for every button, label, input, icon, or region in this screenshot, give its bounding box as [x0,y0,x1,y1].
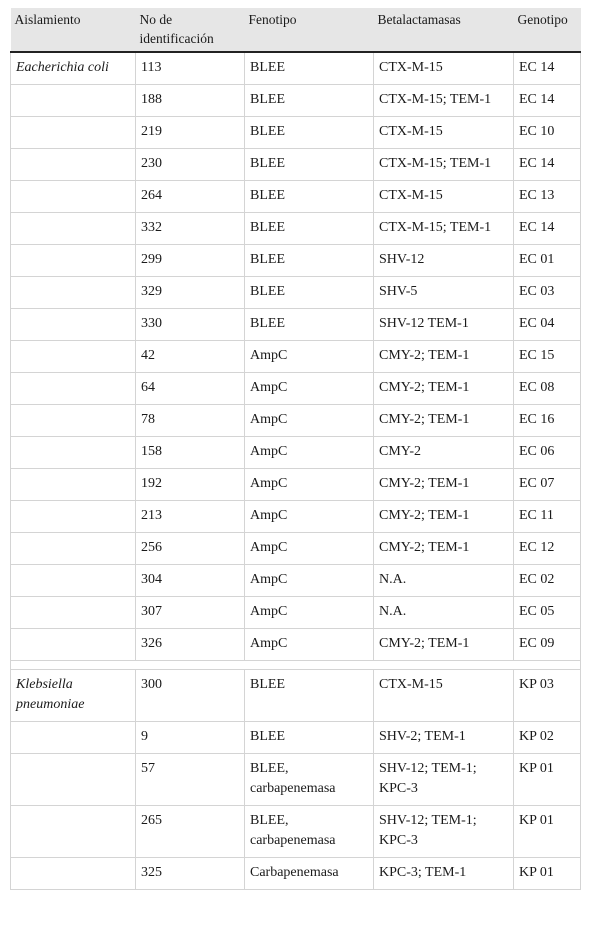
spacer-cell [136,661,245,670]
cell-phenotype: AmpC [245,597,374,629]
cell-betalactamases: CMY-2; TEM-1 [374,501,514,533]
cell-genotype: EC 06 [514,437,581,469]
cell-phenotype: BLEE [245,117,374,149]
cell-phenotype: BLEE [245,85,374,117]
cell-organism [11,341,136,373]
table-row [11,341,581,373]
cell-id: 42 [136,341,245,373]
cell-organism [11,181,136,213]
cell-betalactamases: SHV-5 [374,277,514,309]
cell-betalactamases: CMY-2; TEM-1 [374,469,514,501]
table-row [11,245,581,277]
spacer-cell [11,661,136,670]
table-row [11,501,581,533]
cell-organism [11,565,136,597]
table-row [11,181,581,213]
cell-phenotype: BLEE [245,149,374,181]
cell-id: 213 [136,501,245,533]
cell-betalactamases: CTX-M-15 [374,670,514,722]
cell-phenotype: BLEE, carbapenemasa [245,806,374,858]
table-container [10,8,580,890]
cell-id: 57 [136,754,245,806]
table-row [11,722,581,754]
cell-genotype: EC 14 [514,213,581,245]
cell-organism [11,469,136,501]
cell-phenotype: AmpC [245,565,374,597]
cell-betalactamases: CMY-2; TEM-1 [374,629,514,661]
cell-phenotype: AmpC [245,629,374,661]
cell-organism [11,213,136,245]
cell-phenotype: BLEE [245,213,374,245]
cell-id: 188 [136,85,245,117]
cell-genotype: EC 01 [514,245,581,277]
cell-id: 192 [136,469,245,501]
spacer-cell [374,661,514,670]
spacer-cell [514,661,581,670]
cell-organism [11,858,136,890]
cell-genotype: EC 09 [514,629,581,661]
isolates-table [10,8,581,890]
spacer-cell [245,661,374,670]
table-row [11,469,581,501]
table-row [11,597,581,629]
cell-organism [11,722,136,754]
table-row [11,533,581,565]
cell-organism [11,754,136,806]
table-body [11,52,581,890]
header-betalactamasas: Betalactamasas [374,8,514,52]
table-header-row [11,8,581,52]
cell-genotype: EC 07 [514,469,581,501]
table-row [11,754,581,806]
cell-genotype: EC 11 [514,501,581,533]
cell-phenotype: BLEE [245,309,374,341]
cell-organism: Eacherichia coli [11,52,136,85]
cell-id: 300 [136,670,245,722]
table-row [11,309,581,341]
table-row [11,670,581,722]
table-row [11,405,581,437]
cell-betalactamases: CMY-2; TEM-1 [374,405,514,437]
cell-betalactamases: N.A. [374,565,514,597]
cell-organism [11,597,136,629]
cell-genotype: KP 03 [514,670,581,722]
table-row [11,117,581,149]
cell-organism: Klebsiella pneumoniae [11,670,136,722]
cell-phenotype: BLEE [245,181,374,213]
cell-id: 158 [136,437,245,469]
cell-genotype: EC 16 [514,405,581,437]
cell-organism [11,373,136,405]
table-row [11,437,581,469]
cell-betalactamases: CTX-M-15 [374,181,514,213]
cell-betalactamases: CTX-M-15; TEM-1 [374,85,514,117]
table-row [11,629,581,661]
cell-id: 307 [136,597,245,629]
cell-id: 332 [136,213,245,245]
header-fenotipo: Fenotipo [245,8,374,52]
cell-phenotype: Carbapenemasa [245,858,374,890]
table-row [11,277,581,309]
cell-betalactamases: SHV-12; TEM-1; KPC-3 [374,806,514,858]
table-row [11,149,581,181]
cell-organism [11,533,136,565]
cell-organism [11,806,136,858]
cell-organism [11,501,136,533]
table-row [11,373,581,405]
cell-genotype: KP 01 [514,806,581,858]
cell-id: 64 [136,373,245,405]
cell-genotype: EC 03 [514,277,581,309]
cell-genotype: KP 02 [514,722,581,754]
cell-id: 329 [136,277,245,309]
cell-phenotype: BLEE [245,670,374,722]
cell-id: 299 [136,245,245,277]
cell-organism [11,405,136,437]
cell-id: 325 [136,858,245,890]
cell-genotype: EC 04 [514,309,581,341]
cell-betalactamases: N.A. [374,597,514,629]
cell-organism [11,629,136,661]
cell-genotype: EC 14 [514,52,581,85]
cell-id: 326 [136,629,245,661]
cell-genotype: EC 05 [514,597,581,629]
cell-genotype: EC 15 [514,341,581,373]
cell-phenotype: BLEE [245,245,374,277]
cell-genotype: EC 12 [514,533,581,565]
cell-organism [11,309,136,341]
cell-betalactamases: CTX-M-15 [374,52,514,85]
table-row [11,213,581,245]
cell-betalactamases: CMY-2; TEM-1 [374,373,514,405]
cell-betalactamases: CTX-M-15; TEM-1 [374,149,514,181]
cell-organism [11,149,136,181]
table-row [11,806,581,858]
cell-genotype: EC 02 [514,565,581,597]
cell-id: 264 [136,181,245,213]
cell-id: 9 [136,722,245,754]
cell-phenotype: AmpC [245,501,374,533]
cell-organism [11,85,136,117]
cell-id: 219 [136,117,245,149]
cell-phenotype: BLEE, carbapenemasa [245,754,374,806]
cell-genotype: EC 14 [514,85,581,117]
cell-organism [11,117,136,149]
cell-genotype: EC 13 [514,181,581,213]
cell-betalactamases: CTX-M-15 [374,117,514,149]
cell-phenotype: AmpC [245,405,374,437]
cell-id: 265 [136,806,245,858]
cell-genotype: EC 10 [514,117,581,149]
header-genotipo: Genotipo [514,8,581,52]
table-row [11,565,581,597]
table-row [11,85,581,117]
cell-phenotype: BLEE [245,277,374,309]
cell-betalactamases: SHV-2; TEM-1 [374,722,514,754]
cell-id: 304 [136,565,245,597]
cell-betalactamases: SHV-12 [374,245,514,277]
cell-genotype: EC 14 [514,149,581,181]
cell-phenotype: BLEE [245,52,374,85]
cell-betalactamases: CMY-2; TEM-1 [374,341,514,373]
cell-phenotype: BLEE [245,722,374,754]
cell-genotype: EC 08 [514,373,581,405]
table-spacer-row [11,661,581,670]
cell-betalactamases: SHV-12; TEM-1; KPC-3 [374,754,514,806]
cell-betalactamases: KPC-3; TEM-1 [374,858,514,890]
cell-organism [11,437,136,469]
cell-betalactamases: CTX-M-15; TEM-1 [374,213,514,245]
cell-phenotype: AmpC [245,373,374,405]
table-row [11,52,581,85]
cell-id: 230 [136,149,245,181]
cell-betalactamases: CMY-2; TEM-1 [374,533,514,565]
header-no-identificacion: No de identificación [136,8,245,52]
cell-phenotype: AmpC [245,469,374,501]
cell-organism [11,277,136,309]
cell-genotype: KP 01 [514,754,581,806]
cell-betalactamases: CMY-2 [374,437,514,469]
table-row [11,858,581,890]
cell-phenotype: AmpC [245,437,374,469]
cell-id: 330 [136,309,245,341]
cell-id: 113 [136,52,245,85]
cell-genotype: KP 01 [514,858,581,890]
cell-organism [11,245,136,277]
cell-betalactamases: SHV-12 TEM-1 [374,309,514,341]
cell-id: 78 [136,405,245,437]
cell-id: 256 [136,533,245,565]
cell-phenotype: AmpC [245,341,374,373]
header-aislamiento: Aislamiento [11,8,136,52]
cell-phenotype: AmpC [245,533,374,565]
